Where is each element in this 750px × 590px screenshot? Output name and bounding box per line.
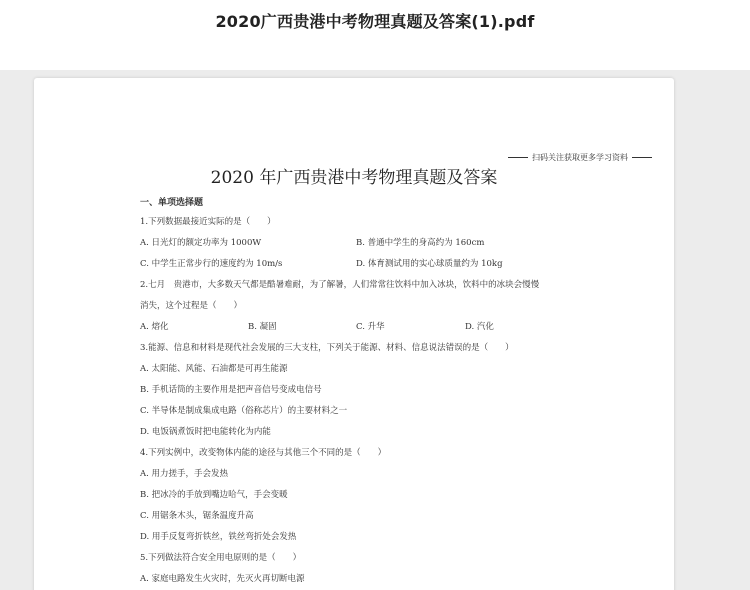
question-2-option-b: B. 凝固 (248, 322, 277, 332)
question-1: 1.下列数据最接近实际的是（ ） (140, 217, 276, 227)
promo-text: 扫码关注获取更多学习资料 (532, 153, 628, 162)
question-3-option-d: D. 电饭锅煮饭时把电能转化为内能 (140, 427, 271, 437)
question-1-option-c: C. 中学生正常步行的速度约为 10m/s (140, 259, 283, 269)
question-2-line-2: 消失，这个过程是（ ） (140, 301, 243, 311)
document-title: 2020 年广西贵港中考物理真题及答案 (210, 168, 498, 188)
file-title: 2020广西贵港中考物理真题及答案(1).pdf (215, 12, 535, 31)
question-1-option-a: A. 日光灯的额定功率为 1000W (140, 238, 262, 248)
question-2-option-c: C. 升华 (356, 322, 385, 332)
question-3: 3.能源、信息和材料是现代社会发展的三大支柱，下列关于能源、材料、信息说法错误的是（ ） (140, 343, 514, 353)
question-2-line-1: 2.七月 贵港市，大多数天气都是酷暑难耐，为了解暑，人们常常往饮料中加入冰块，饮料中的冰块会慢慢 (140, 280, 540, 290)
question-1-option-d: D. 体育测试用的实心球质量约为 10kg (356, 259, 503, 269)
title-bar (0, 0, 750, 70)
question-5: 5.下列做法符合安全用电原则的是（ ） (140, 553, 302, 563)
question-5-option-a: A. 家庭电路发生火灾时，先灭火再切断电源 (140, 574, 305, 584)
pdf-viewer[interactable] (0, 70, 750, 590)
question-4-option-b: B. 把冰冷的手放到嘴边哈气，手会变暖 (140, 490, 288, 500)
question-2-option-d: D. 汽化 (465, 322, 494, 332)
promo-banner (504, 152, 656, 163)
question-4: 4.下列实例中，改变物体内能的途径与其他三个不同的是（ ） (140, 448, 387, 458)
question-2-option-a: A. 熔化 (140, 322, 169, 332)
pdf-page (34, 78, 674, 590)
question-3-option-a: A. 太阳能、风能、石油都是可再生能源 (140, 364, 288, 374)
question-4-option-c: C. 用锯条木头，锯条温度升高 (140, 511, 254, 521)
question-4-option-a: A. 用力搓手，手会发热 (140, 469, 229, 479)
question-3-option-c: C. 半导体是制成集成电路（俗称芯片）的主要材料之一 (140, 406, 348, 416)
promo-dash-left (508, 157, 528, 158)
promo-dash-right (632, 157, 652, 158)
question-1-option-b: B. 普通中学生的身高约为 160cm (356, 238, 485, 248)
question-4-option-d: D. 用手反复弯折铁丝，铁丝弯折处会发热 (140, 532, 297, 542)
section-heading: 一、单项选择题 (140, 198, 204, 208)
question-3-option-b: B. 手机话筒的主要作用是把声音信号变成电信号 (140, 385, 322, 395)
